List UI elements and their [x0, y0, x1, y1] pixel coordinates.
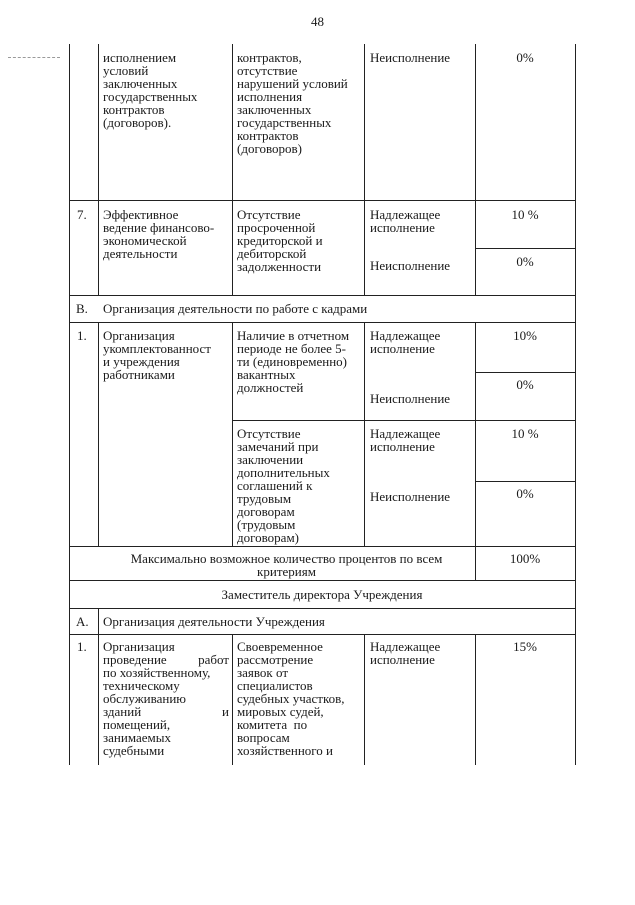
indicator-text: нарушений условий	[237, 76, 348, 91]
indicator-text: вопросам	[237, 730, 290, 745]
indicator-text: Наличие в отчетном	[237, 328, 350, 343]
percent-value: 0%	[516, 254, 534, 269]
criterion-text: Организация	[103, 328, 175, 343]
percent-value: 10%	[513, 328, 537, 343]
row-number: 1.	[77, 639, 87, 654]
criterion-text: укомплектованност	[103, 341, 211, 356]
criterion-text: Эффективное	[103, 207, 179, 222]
indicator-text: (договоров)	[237, 141, 302, 156]
criterion-text: ведение финансово-	[103, 220, 215, 235]
criterion-text: работниками	[103, 367, 175, 382]
indicator-text: должностей	[237, 380, 304, 395]
criterion-text: экономической	[103, 233, 187, 248]
indicator-text: заключенных	[237, 102, 312, 117]
criterion-text: (договоров).	[103, 115, 172, 130]
indicator-text: Отсутствие	[237, 426, 301, 441]
section-title: Организация деятельности по работе с кадрами	[103, 301, 368, 316]
indicator-text: замечаний при	[237, 439, 319, 454]
status-text: Надлежащее	[370, 207, 441, 222]
indicator-text: отсутствие	[237, 63, 298, 78]
indicator-text: Своевременное	[237, 639, 323, 654]
table-vline	[364, 44, 365, 295]
criterion-word: работ	[198, 652, 229, 667]
max-label: критериям	[257, 564, 316, 579]
row-border	[475, 248, 575, 249]
section-letter: А.	[76, 614, 89, 629]
table-vline	[475, 322, 476, 580]
status-text: Надлежащее	[370, 328, 441, 343]
row-border	[69, 322, 575, 323]
criterion-word: и	[222, 704, 229, 719]
indicator-text: контрактов	[237, 128, 299, 143]
row-border	[69, 580, 575, 581]
row-border	[69, 295, 575, 296]
section-header: Заместитель директора Учреждения	[221, 587, 423, 602]
criterion-text: контрактов	[103, 102, 165, 117]
status-text: Неисполнение	[370, 50, 451, 65]
indicator-text: вакантных	[237, 367, 296, 382]
indicator-text: задолженности	[237, 259, 322, 274]
criterion-line	[103, 744, 229, 757]
percent-value: 100%	[509, 551, 541, 566]
indicator-text: кредиторской и	[237, 233, 323, 248]
max-label: Максимально возможное количество процентов по всем	[130, 551, 443, 566]
table-vline	[98, 322, 99, 546]
row-border	[69, 634, 575, 635]
percent-value: 10 %	[511, 426, 539, 441]
table-right-border	[575, 44, 576, 765]
indicator-text: договорам	[237, 504, 295, 519]
table-vline	[475, 634, 476, 765]
row-border	[475, 481, 575, 482]
status-text: исполнение	[370, 341, 435, 356]
criterion-word: Организация	[103, 639, 175, 654]
indicator-text: государственных	[237, 115, 332, 130]
percent-value: 0%	[516, 486, 534, 501]
status-text: исполнение	[370, 220, 435, 235]
section-letter: В.	[76, 301, 88, 316]
status-text: исполнение	[370, 439, 435, 454]
indicator-text: исполнения	[237, 89, 303, 104]
table-vline	[98, 608, 99, 765]
indicator-text: договорам)	[237, 530, 299, 545]
criterion-text: исполнением	[103, 50, 177, 65]
status-text: Неисполнение	[370, 391, 451, 406]
section-title: Организация деятельности Учреждения	[103, 614, 325, 629]
page-number: 48	[311, 14, 324, 29]
criterion-text: заключенных	[103, 76, 178, 91]
indicator-text: дебиторской	[237, 246, 307, 261]
table-vline	[364, 322, 365, 546]
criterion-text: условий	[103, 63, 149, 78]
row-border	[69, 200, 575, 201]
row-number: 7.	[77, 207, 87, 222]
indicator-text: заключении	[237, 452, 304, 467]
criterion-word: проведение	[103, 652, 167, 667]
percent-value: 10 %	[511, 207, 539, 222]
indicator-text: ти (единовременно)	[237, 354, 347, 369]
table-vline	[98, 44, 99, 295]
indicator-text: Отсутствие	[237, 207, 301, 222]
row-border	[69, 608, 575, 609]
indicator-text: хозяйственного и	[237, 743, 333, 758]
percent-value: 15%	[513, 639, 537, 654]
criterion-word: судебными	[103, 743, 165, 758]
indicator-text: периоде не более 5-	[237, 341, 346, 356]
status-text: исполнение	[370, 652, 435, 667]
indicator-text: рассмотрение	[237, 652, 314, 667]
indicator-text: заявок от	[237, 665, 289, 680]
indicator-text: соглашений к	[237, 478, 313, 493]
indicator-text: дополнительных	[237, 465, 330, 480]
table-vline	[232, 322, 233, 546]
criterion-word: помещений,	[103, 717, 171, 732]
criterion-word: обслуживанию	[103, 691, 187, 706]
criterion-word: занимаемых	[103, 730, 171, 745]
indicator-text: комитета по	[237, 717, 308, 732]
criterion-word: техническому	[103, 678, 180, 693]
criterion-word: по хозяйственному,	[103, 665, 211, 680]
status-text: Неисполнение	[370, 258, 451, 273]
percent-value: 0%	[516, 50, 534, 65]
table-vline	[232, 634, 233, 765]
row-border	[475, 372, 575, 373]
indicator-text: контрактов,	[237, 50, 302, 65]
indicator-text: мировых судей,	[237, 704, 324, 719]
row-border	[232, 420, 575, 421]
table-vline	[364, 634, 365, 765]
scan-artifact-line	[8, 57, 60, 58]
indicator-text: (трудовым	[237, 517, 296, 532]
criterion-text: государственных	[103, 89, 198, 104]
table-left-border	[69, 44, 70, 765]
row-border	[69, 546, 575, 547]
table-vline	[232, 44, 233, 295]
criterion-text: деятельности	[103, 246, 178, 261]
status-text: Надлежащее	[370, 426, 441, 441]
criterion-word: зданий	[103, 704, 142, 719]
indicator-text: специалистов	[237, 678, 313, 693]
percent-value: 0%	[516, 377, 534, 392]
indicator-text: судебных участков,	[237, 691, 345, 706]
indicator-text: трудовым	[237, 491, 292, 506]
criterion-text: и учреждения	[103, 354, 180, 369]
status-text: Неисполнение	[370, 489, 451, 504]
row-number: 1.	[77, 328, 87, 343]
status-text: Надлежащее	[370, 639, 441, 654]
indicator-text: просроченной	[237, 220, 316, 235]
